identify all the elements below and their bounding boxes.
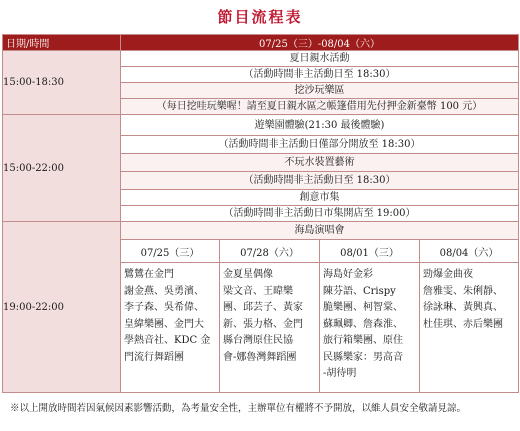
- lineup-cell: [420, 263, 519, 393]
- lineup-line: 杜佳琪、赤后樂團: [423, 318, 503, 330]
- event-detail: （活動時間非主活動日市集開店至 19:00）: [121, 206, 519, 222]
- table-row: [3, 115, 519, 136]
- date-range-header: 07/25（三）-08/04（六）: [121, 35, 519, 51]
- lineup-line: 民縣樂家：男高音: [323, 351, 403, 363]
- lineup-line: 新、張力格、金門: [223, 318, 303, 330]
- event-detail: （每日挖哇玩樂喔！請至夏日親水區之帳篷借用先付押金新臺幣 100 元）: [121, 99, 519, 115]
- time-slot: 19:00-22:00: [3, 222, 121, 393]
- lineup-line: 李子森、吳希偉、: [124, 302, 204, 313]
- lineup-line: 學熱音社、KDC 金: [124, 335, 211, 346]
- schedule-table: [2, 34, 519, 393]
- event-name: 不玩水裝置藝術: [121, 154, 519, 172]
- lineup-line: 團、邱芸子、黃家: [223, 302, 303, 313]
- concert-date: 07/25（三）: [121, 240, 220, 263]
- event-detail: （活動時間非主活動日至 18:30）: [121, 172, 519, 190]
- event-detail: （活動時間非主活動日僅部分開放至 18:30）: [121, 136, 519, 154]
- lineup-line: 會-娜魯灣舞蹈團: [223, 351, 297, 363]
- event-name: 挖沙玩樂區: [121, 83, 519, 99]
- page-title: 節目流程表: [217, 8, 303, 26]
- lineup-line: 謝金燕、吳勇濱、: [124, 285, 204, 297]
- event-name: 夏日親水活動: [121, 51, 519, 67]
- lineup-line: 勁爆金曲夜: [423, 269, 473, 280]
- lineup-cell: [320, 263, 420, 393]
- lineup-line: 詹雅雯、朱俐靜、: [423, 285, 503, 297]
- concert-date: 07/28（六）: [220, 240, 320, 263]
- lineup-line: 皇緯樂團、金門大: [124, 318, 204, 330]
- lineup-line: 鷺鷥在金門: [124, 269, 174, 280]
- lineup-line: 金夏星偶像: [223, 269, 273, 280]
- event-detail: （活動時間非主活動日至 18:30）: [121, 67, 519, 83]
- concert-name: 海島演唱會: [121, 222, 519, 240]
- lineup-line: 旅行箱樂團、原住: [323, 335, 403, 346]
- lineup-line: 海島好金彩: [323, 269, 373, 280]
- lineup-line: -胡待明: [323, 368, 357, 379]
- lineup-line: 梁文音、王暐樂: [223, 285, 293, 297]
- lineup-cell: [220, 263, 320, 393]
- table-header-row: [3, 35, 519, 51]
- lineup-line: 門流行舞蹈團: [124, 351, 184, 363]
- lineup-line: 縣台灣原住民協: [223, 335, 293, 346]
- lineup-line: 蘇珮卿、詹森淮、: [323, 318, 403, 330]
- date-time-header: 日期/時間: [3, 35, 121, 51]
- event-name: 遊樂園體驗(21:30 最後體驗): [121, 115, 519, 136]
- lineup-line: 徐詠琳、黃興真、: [423, 302, 503, 313]
- lineup-line: 脆樂團、柯智棠、: [323, 302, 403, 313]
- table-row: [3, 51, 519, 67]
- concert-date: 08/04（六）: [420, 240, 519, 263]
- event-name: 創意市集: [121, 190, 519, 206]
- lineup-cell: [121, 263, 220, 393]
- table-row: [3, 222, 519, 240]
- time-slot: 15:00-18:30: [3, 51, 121, 115]
- time-slot: 15:00-22:00: [3, 115, 121, 222]
- footnote: ※以上開放時間若因氣候因素影響活動，為考量安全性，主辦單位有權將不予開放，以維人員安全敬請見諒。: [10, 403, 467, 414]
- concert-date: 08/01（三）: [320, 240, 420, 263]
- lineup-line: 陳芬語、Crispy: [323, 285, 396, 297]
